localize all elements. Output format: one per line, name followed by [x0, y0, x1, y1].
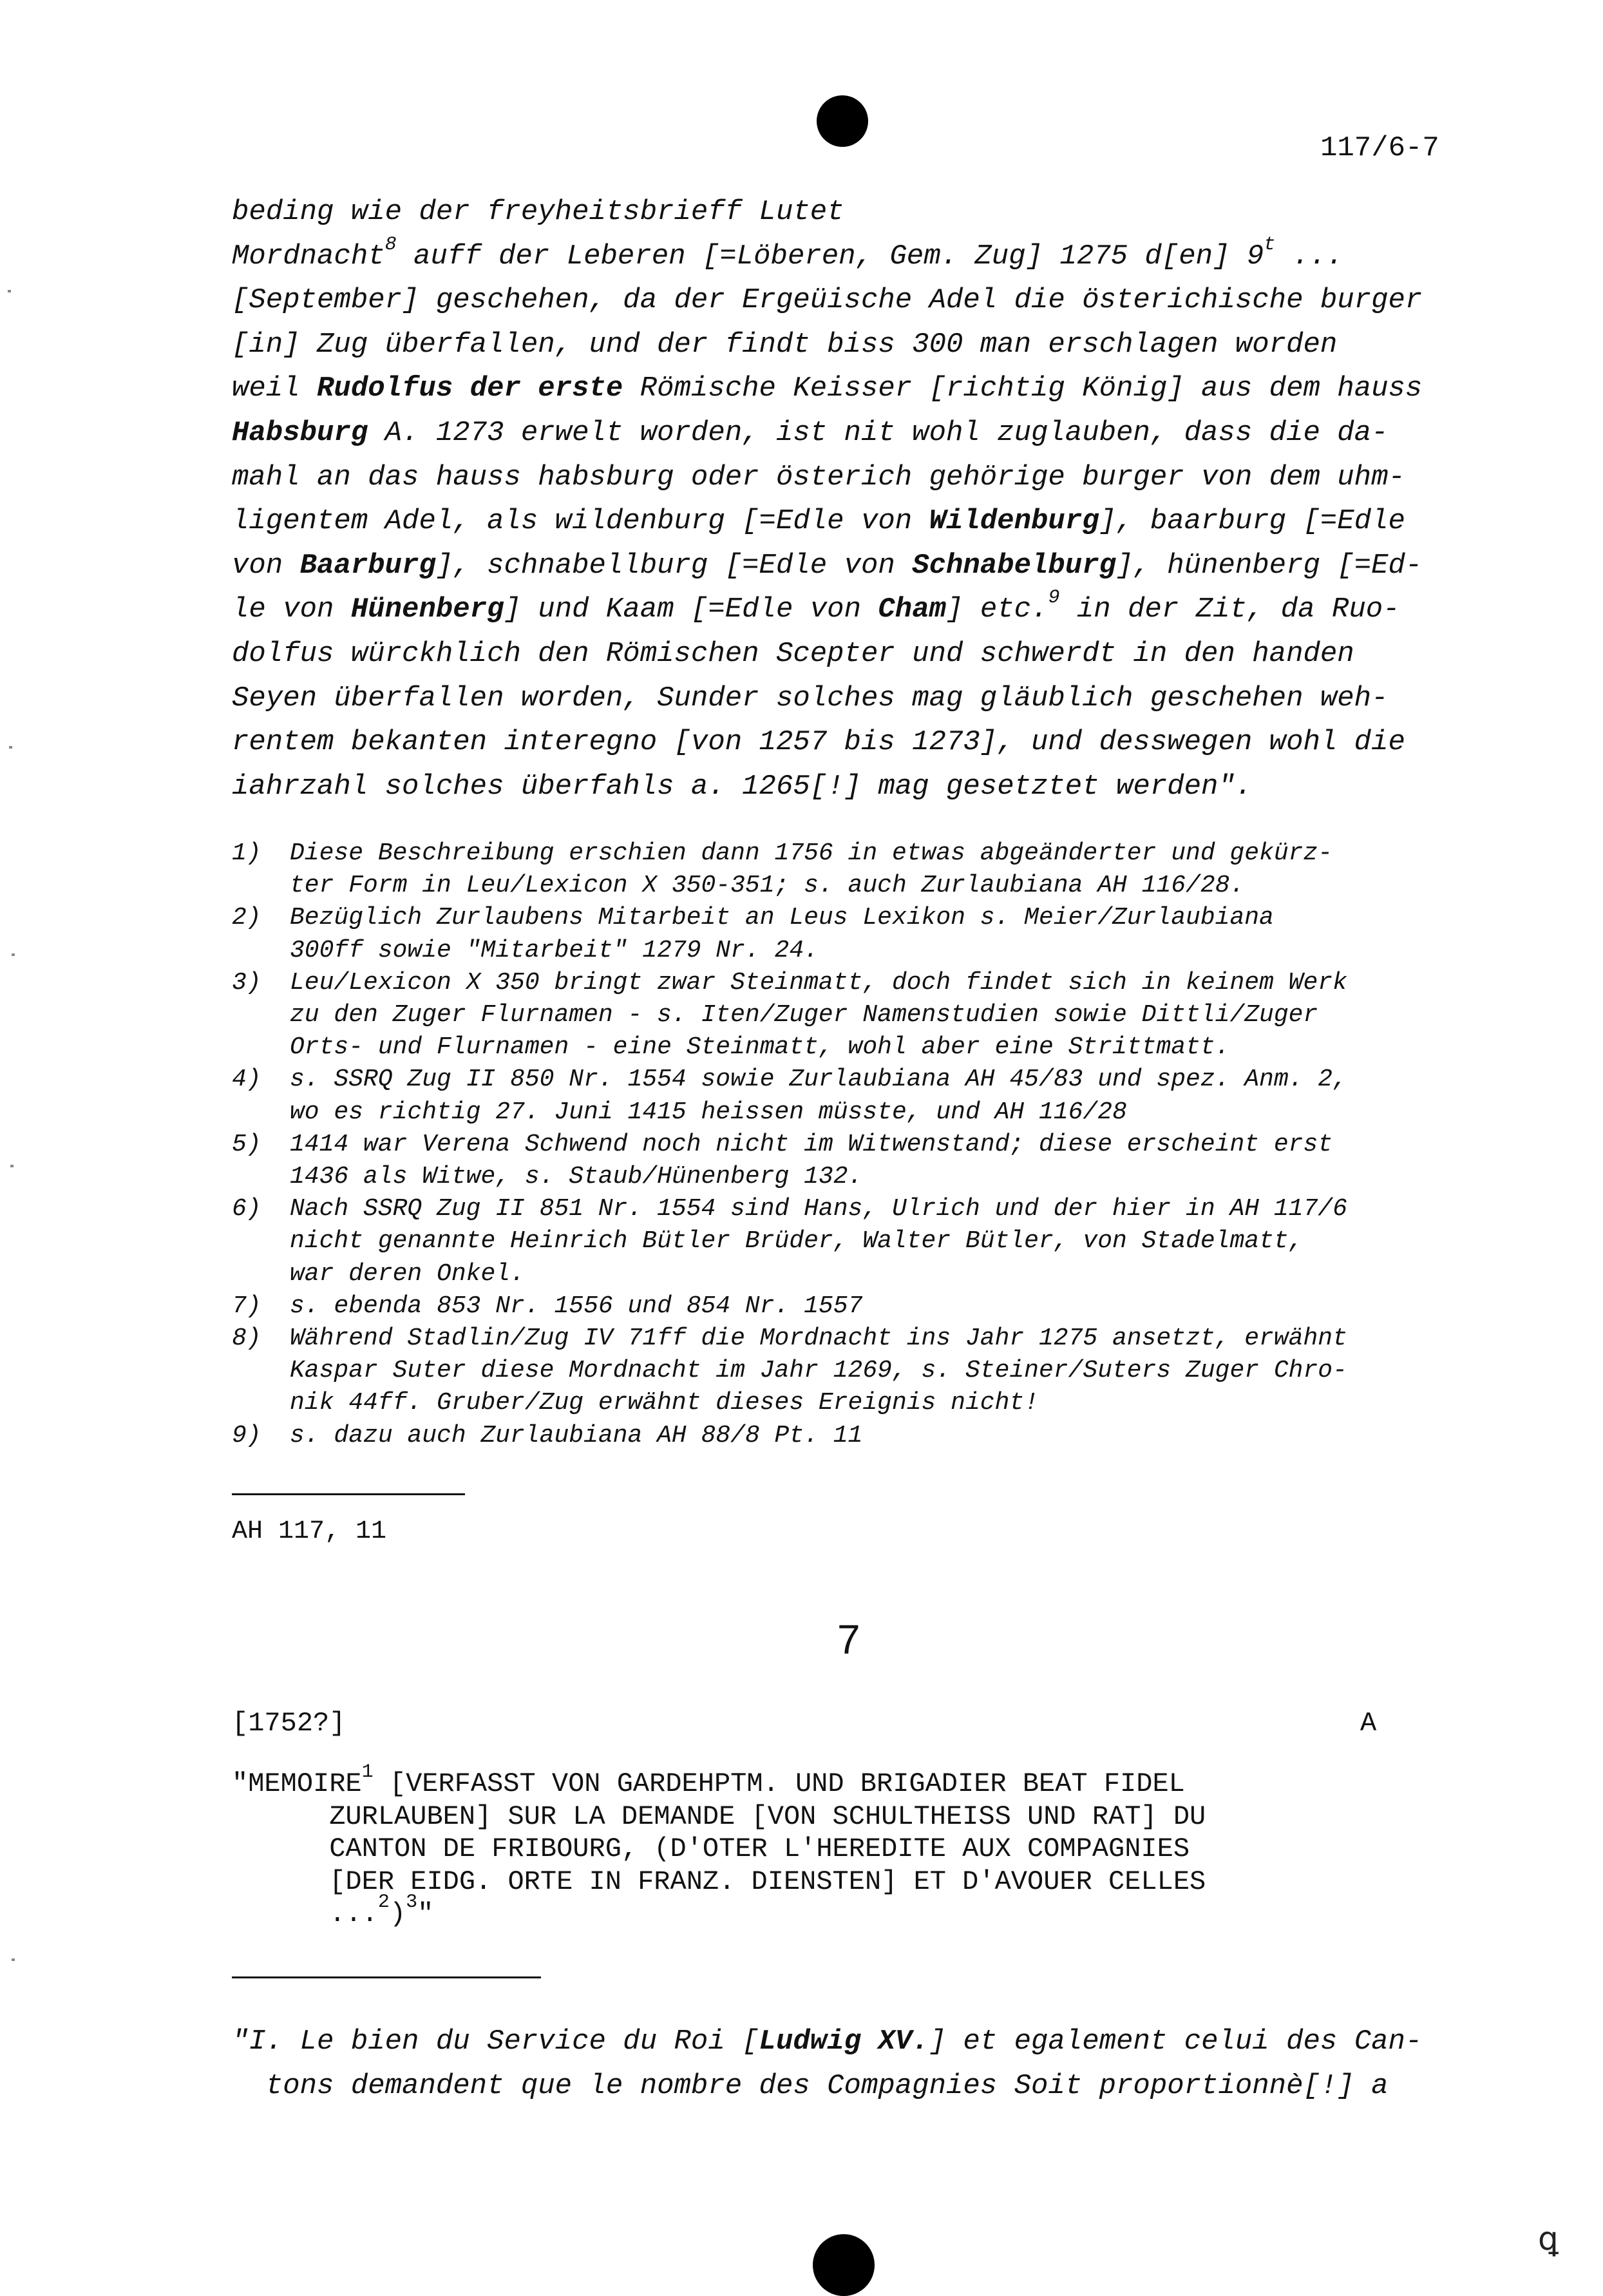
text-line: dolfus würckhlich den Römischen Scepter und schwerdt in den handen	[232, 637, 1354, 670]
footnote	[232, 1129, 1468, 1193]
text-line: ligentem Adel, als wildenburg [=Edle von Wildenburg], baarburg [=Edle	[232, 505, 1405, 538]
bold-name: Schnabelburg	[912, 549, 1117, 582]
footnote	[232, 1290, 1468, 1323]
footnote-text: s. dazu auch Zurlaubiana AH 88/8 Pt. 11	[290, 1421, 863, 1449]
footnote-number: 3)	[232, 968, 261, 997]
superscript: t	[1264, 233, 1276, 256]
footnote-number: 1)	[232, 839, 261, 867]
bold-name: Hünenberg	[350, 593, 504, 626]
footnote-ref: 1	[361, 1761, 374, 1783]
document-heading: "MEMOIRE$^1$ [VERFASST VON GARDEHPTM. UND BRIGADIER BEAT FIDEL ZURLAUBEN] SUR LA DEMANDE [VON SCHULTHEISS UND RAT] DU CANTON DE FRIBOURG, (D'OTER L'HEREDITE AUX COMPAGNIES [DER EIDG. ORTE IN FRANZ. DIENSTEN] ET D'AVOUER CELLES ...$^2$)$^3$"	[232, 1761, 1206, 1929]
footnote-text: s. ebenda 853 Nr. 1556 und 854 Nr. 1557	[290, 1292, 863, 1320]
bold-name: Cham	[878, 593, 947, 626]
scan-mark	[9, 746, 12, 749]
footnote	[232, 1193, 1468, 1290]
bold-name: Habsburg	[232, 416, 368, 449]
text-line: Mordnacht$^8$ auff der Leberen [=Löberen, Gem. Zug] 1275 d[en] 9$^t$ ...	[232, 233, 1343, 273]
punch-hole	[813, 2234, 875, 2296]
document-reference: AH 117, 11	[232, 1517, 387, 1546]
footnotes	[232, 837, 1468, 1452]
footnote-ref: 2	[377, 1891, 390, 1913]
document-date: [1752?]	[232, 1708, 346, 1739]
footnote-number: 8)	[232, 1325, 261, 1353]
separator-rule	[232, 1976, 541, 1978]
punch-hole	[817, 95, 868, 147]
footnote-text: 1414 war Verena Schwend noch nicht im Witwenstand; diese erscheint erst 1436 als Witwe, s. Staub/Hünenberg 132.	[290, 1130, 1333, 1191]
text-line: rentem bekanten interegno [von 1257 bis 1273], und desswegen wohl die	[232, 726, 1405, 759]
bold-name: Rudolfus der erste	[317, 372, 623, 405]
text-line: le von Hünenberg] und Kaam [=Edle von Cham] etc.$^9$ in der Zit, da Ruo-	[232, 587, 1400, 626]
scan-mark	[10, 1165, 14, 1167]
text-line: iahrzahl solches überfahls a. 1265[!] mag gesetztet werden".	[232, 770, 1253, 803]
footnote	[232, 837, 1468, 902]
text-line: Habsburg A. 1273 erwelt worden, ist nit wohl zuglauben, dass die da-	[232, 416, 1389, 449]
footnote	[232, 902, 1468, 966]
text-line: mahl an das hauss habsburg oder österich gehörige burger von dem uhm-	[232, 461, 1405, 493]
footnote-number: 5)	[232, 1130, 261, 1158]
footnote	[232, 967, 1468, 1064]
separator-rule	[232, 1493, 465, 1495]
footnote-number: 7)	[232, 1292, 261, 1320]
text-line: "I. Le bien du Service du Roi [Ludwig XV.] et egalement celui des Can-	[232, 2025, 1423, 2058]
footnote	[232, 1064, 1468, 1128]
text-line: von Baarburg], schnabellburg [=Edle von Schnabelburg], hünenberg [=Ed-	[232, 549, 1423, 582]
footnote	[232, 1323, 1468, 1420]
text-line: Seyen überfallen worden, Sunder solches mag gläublich geschehen weh-	[232, 682, 1389, 714]
footnote-number: 2)	[232, 904, 261, 932]
text-line: [in] Zug überfallen, und der findt biss 300 man erschlagen worden	[232, 328, 1338, 361]
bold-name: Wildenburg	[929, 505, 1099, 538]
text-line: [September] geschehen, da der Ergeüische Adel die österichische burger	[232, 284, 1423, 317]
page-reference: 117/6-7	[1320, 132, 1439, 164]
footnote-number: 9)	[232, 1421, 261, 1449]
text-line: weil Rudolfus der erste Römische Keisser [richtig König] aus dem hauss	[232, 372, 1423, 405]
document-type: A	[1360, 1708, 1377, 1739]
footnote-ref: 8	[384, 233, 397, 256]
document-number: 7	[837, 1616, 860, 1663]
bold-name: Baarburg	[299, 549, 436, 582]
transcription-body	[232, 190, 1468, 808]
footnote-ref: 9	[1048, 587, 1060, 609]
bold-name: Ludwig XV.	[759, 2025, 929, 2058]
footnote-text: Nach SSRQ Zug II 851 Nr. 1554 sind Hans, Ulrich und der hier in AH 117/6 nicht genannte Heinrich Bütler Brüder, Walter Bütler, von Stadelmatt, war deren Onkel.	[290, 1195, 1347, 1288]
scan-mark	[12, 953, 15, 956]
footnote-number: 4)	[232, 1066, 261, 1094]
footnote-text: Während Stadlin/Zug IV 71ff die Mordnacht ins Jahr 1275 ansetzt, erwähnt Kaspar Suter diese Mordnacht im Jahr 1269, s. Steiner/Suters Zuger Chro- nik 44ff. Gruber/Zug erwähnt dieses Ereignis nicht!	[290, 1325, 1347, 1417]
text-line: tons demandent que le nombre des Compagnies Soit proportionnè[!] a	[232, 2069, 1389, 2102]
footnote	[232, 1420, 1468, 1452]
scan-mark	[12, 1958, 15, 1961]
footnote-number: 6)	[232, 1195, 261, 1223]
handwritten-mark: ꝗ	[1538, 2220, 1559, 2257]
text-line: beding wie der freyheitsbrieff Lutet	[232, 196, 844, 228]
footnote-text: Leu/Lexicon X 350 bringt zwar Steinmatt, doch findet sich in keinem Werk zu den Zuger Flurnamen - s. Iten/Zuger Namenstudien sowie Dittli/Zuger Orts- und Flurnamen - eine Steinmatt, wohl aber eine Strittmatt.	[290, 968, 1347, 1062]
footnote-text: s. SSRQ Zug II 850 Nr. 1554 sowie Zurlaubiana AH 45/83 und spez. Anm. 2, wo es richtig 27. Juni 1415 heissen müsste, und AH 116/28	[290, 1066, 1347, 1126]
footnote-text: Bezüglich Zurlaubens Mitarbeit an Leus Lexikon s. Meier/Zurlaubiana 300ff sowie "Mitarbeit" 1279 Nr. 24.	[290, 904, 1274, 964]
footnote-text: Diese Beschreibung erschien dann 1756 in etwas abgeänderter und gekürz- ter Form in Leu/Lexicon X 350-351; s. auch Zurlaubiana AH 116/28.	[290, 839, 1333, 900]
footnote-ref: 3	[406, 1891, 418, 1913]
quoted-text	[232, 2020, 1468, 2108]
scan-mark	[8, 290, 11, 292]
